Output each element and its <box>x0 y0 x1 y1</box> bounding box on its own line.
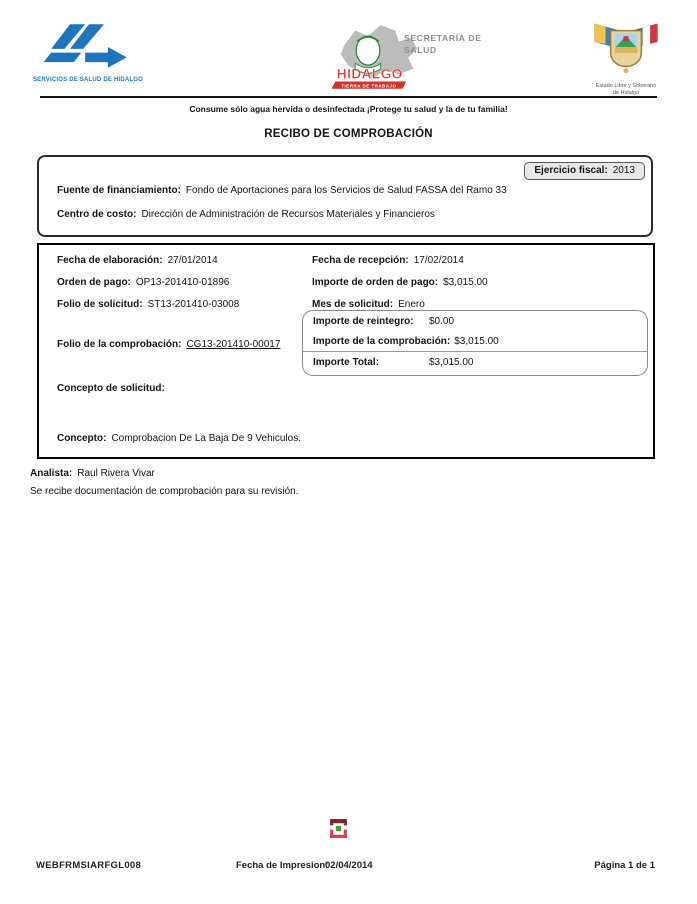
importe-comprobacion-label: Importe de la comprobación: <box>313 335 451 347</box>
funding-source-row <box>57 185 507 196</box>
agency-line-2: SALUD <box>404 45 437 55</box>
analyst-block <box>30 468 299 497</box>
importe-reintegro-row <box>303 311 647 331</box>
importe-orden-value: $3,015.00 <box>443 277 488 288</box>
fecha-elaboracion-value: 27/01/2014 <box>167 255 218 266</box>
coat-caption-line-1: Estado Libre y Soberano <box>595 83 657 89</box>
details-box <box>37 243 655 459</box>
amounts-box <box>302 310 648 376</box>
hidalgo-tagline: TIERRA DE TRABAJO <box>341 83 397 89</box>
coat-caption-line-2: de Hidalgo <box>612 90 640 96</box>
funding-source-label: Fuente de financiamiento: <box>57 185 181 196</box>
fiscal-year-value: 2013 <box>612 165 635 176</box>
health-notice: Consume sólo agua hervida o desinfectada ¡Protege tu salud y la de tu familia! <box>189 104 508 114</box>
footer-logo-icon <box>329 818 348 839</box>
page-title: RECIBO DE COMPROBACIÓN <box>264 128 433 140</box>
page-indicator: Página 1 de 1 <box>594 860 655 871</box>
importe-reintegro-value: $0.00 <box>429 315 455 327</box>
cost-center-value: Dirección de Administración de Recursos Materiales y Financieros <box>141 209 435 220</box>
concepto-value: Comprobacion De La Baja De 9 Vehiculos. <box>111 433 302 444</box>
folio-comprobacion-label: Folio de la comprobación: <box>57 339 182 350</box>
folio-solicitud-value: ST13-201410-03008 <box>147 299 240 310</box>
ssh-logo <box>28 18 148 92</box>
orden-pago-row <box>57 277 229 288</box>
ssh-logo-icon <box>36 18 140 76</box>
form-code: WEBFRMSIARFGL008 <box>36 860 142 871</box>
importe-orden-row <box>312 277 488 288</box>
analyst-label: Analista: <box>30 468 73 479</box>
concepto-row <box>57 433 301 444</box>
analyst-note: Se recibe documentación de comprobación para su revisión. <box>30 486 299 497</box>
importe-comprobacion-value: $3,015.00 <box>454 335 499 347</box>
print-date-value: 02/04/2014 <box>325 860 373 871</box>
importe-orden-label: Importe de orden de pago: <box>312 277 439 288</box>
importe-total-value: $3,015.00 <box>429 357 474 368</box>
mes-solicitud-row <box>312 299 425 310</box>
cost-center-label: Centro de costo: <box>57 209 137 220</box>
agency-line-1: SECRETARÍA DE <box>404 33 482 43</box>
funding-source-value: Fondo de Aportaciones para los Servicios de Salud FASSA del Ramo 33 <box>185 185 507 196</box>
print-date-label: Fecha de Impresion: <box>236 860 329 871</box>
ssh-logo-caption: SERVICIOS DE SALUD DE HIDALGO <box>32 77 144 83</box>
folio-solicitud-row <box>57 299 239 310</box>
hidalgo-wordmark: HIDALGO <box>336 66 403 82</box>
header-divider <box>40 96 657 98</box>
fecha-elaboracion-row <box>57 255 218 266</box>
fecha-elaboracion-label: Fecha de elaboración: <box>57 255 163 266</box>
orden-pago-value: OP13-201410-01896 <box>135 277 230 288</box>
fiscal-year-badge <box>524 162 645 180</box>
concepto-label: Concepto: <box>57 433 107 444</box>
cost-center-row <box>57 209 435 220</box>
importe-reintegro-label: Importe de reintegro: <box>313 315 414 327</box>
coat-of-arms <box>578 14 674 98</box>
mes-solicitud-value: Enero <box>398 299 425 310</box>
mes-solicitud-label: Mes de solicitud: <box>312 299 394 310</box>
analyst-name: Raul Rivera Vivar <box>77 468 155 479</box>
importe-total-row <box>303 351 647 373</box>
folio-solicitud-label: Folio de solicitud: <box>57 299 143 310</box>
fecha-recepcion-value: 17/02/2014 <box>413 255 464 266</box>
orden-pago-label: Orden de pago: <box>57 277 131 288</box>
importe-comprobacion-row <box>303 331 647 351</box>
concepto-solicitud-label: Concepto de solicitud: <box>57 383 165 394</box>
concepto-solicitud-row <box>57 383 165 394</box>
hidalgo-map-icon <box>328 18 428 94</box>
folio-comprobacion-row <box>57 339 280 350</box>
secretaria-salud-label <box>404 32 482 56</box>
funding-box <box>37 155 653 237</box>
coat-of-arms-caption <box>578 83 674 97</box>
coat-of-arms-icon <box>580 14 672 80</box>
importe-total-label: Importe Total: <box>313 357 379 368</box>
hidalgo-logo <box>328 18 508 96</box>
fecha-recepcion-row <box>312 255 464 266</box>
analyst-row <box>30 468 299 479</box>
fecha-recepcion-label: Fecha de recepción: <box>312 255 409 266</box>
fiscal-year-label: Ejercicio fiscal: <box>534 165 608 176</box>
folio-comprobacion-value: CG13-201410-00017 <box>186 339 281 350</box>
